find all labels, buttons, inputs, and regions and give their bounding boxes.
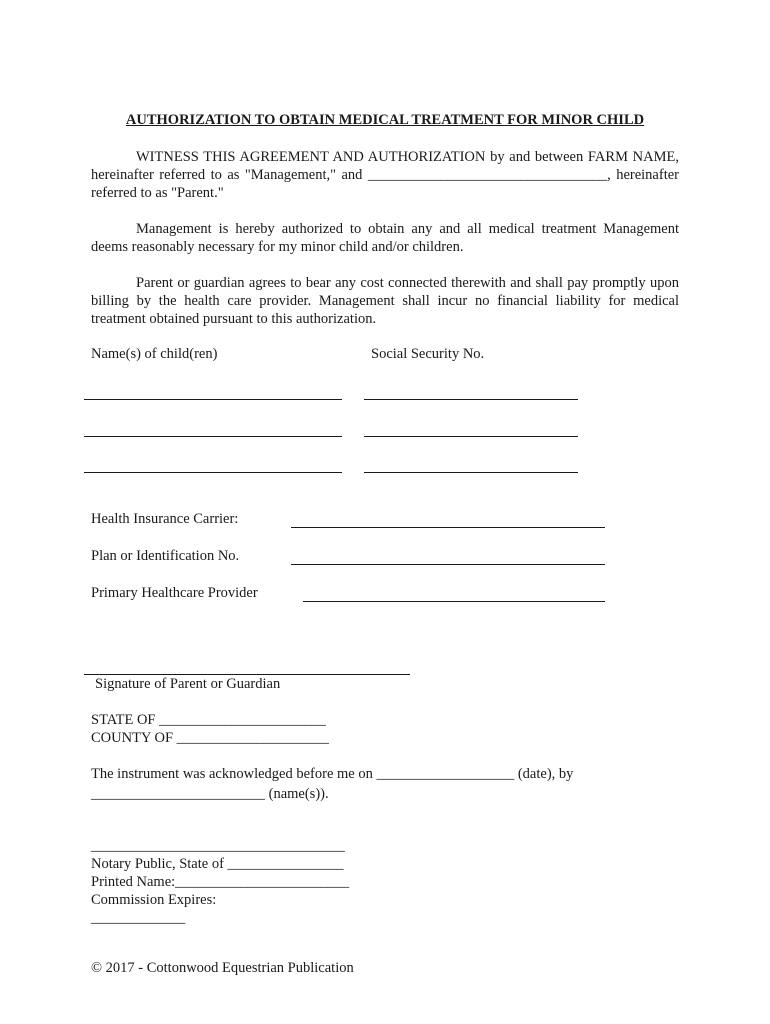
primary-provider-label: Primary Healthcare Provider (91, 585, 258, 601)
footer-copyright: © 2017 - Cottonwood Equestrian Publication (91, 960, 354, 976)
child-name-line-2[interactable] (84, 436, 342, 437)
commission-expires-label: Commission Expires: (91, 892, 217, 908)
insurance-carrier-line[interactable] (291, 527, 605, 528)
commission-expires-line: _____________ (91, 910, 186, 926)
child-name-line-1[interactable] (84, 399, 342, 400)
witness-text: WITNESS THIS AGREEMENT AND AUTHORIZATION by and between FARM NAME, hereinafter referred to as "Management," and _________________________________, hereinafter referred to as "Parent." (91, 149, 679, 201)
document-title: AUTHORIZATION TO OBTAIN MEDICAL TREATMENT FOR MINOR CHILD (125, 112, 645, 128)
state-of-line: STATE OF _______________________ (91, 712, 326, 728)
acknowledgment-line-2: ________________________ (name(s)). (91, 786, 329, 802)
county-of-line: COUNTY OF _____________________ (91, 730, 329, 746)
child-ssn-line-1[interactable] (364, 399, 578, 400)
insurance-carrier-label: Health Insurance Carrier: (91, 511, 239, 527)
children-name-header: Name(s) of child(ren) (91, 346, 218, 362)
primary-provider-line[interactable] (303, 601, 605, 602)
management-paragraph (91, 220, 679, 256)
plan-id-label: Plan or Identification No. (91, 548, 240, 564)
cost-text: Parent or guardian agrees to bear any cost connected therewith and shall pay promptly upon billing by the health care provider. Management shall incur no financial liability for medical treatment obtained pursuant to this authorization. (91, 275, 679, 327)
plan-id-line[interactable] (291, 564, 605, 565)
printed-name: Printed Name:________________________ (91, 874, 350, 890)
child-ssn-line-2[interactable] (364, 436, 578, 437)
management-text: Management is hereby authorized to obtain any and all medical treatment Management deems reasonably necessary for my minor child and/or children. (91, 221, 679, 255)
witness-paragraph (91, 148, 679, 202)
cost-paragraph (91, 274, 679, 328)
acknowledgment-line-1: The instrument was acknowledged before me on ___________________ (date), by (91, 766, 574, 782)
notary-public-state: Notary Public, State of ________________ (91, 856, 344, 872)
child-ssn-line-3[interactable] (364, 472, 578, 473)
child-name-line-3[interactable] (84, 472, 342, 473)
signature-line[interactable] (84, 674, 410, 675)
signature-label: Signature of Parent or Guardian (95, 676, 281, 692)
ssn-header: Social Security No. (371, 346, 485, 362)
notary-signature-line: ___________________________________ (91, 838, 345, 854)
